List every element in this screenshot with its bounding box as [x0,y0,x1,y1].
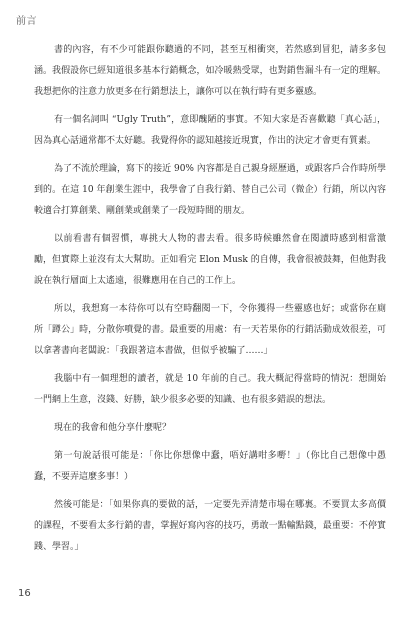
body-text [34,40,386,565]
paragraph: 為了不流於理論，寫下的接近 90% 內容都是自己親身經歷過，或跟客戶合作時所學到的。在這 10 年創業生涯中，我學會了自我行銷、替自己公司（微企）行銷，所以內容較適合打算創業、剛創業或創業了一段短時間的朋友。 [34,164,386,216]
page-number: 16 [18,588,31,599]
paragraph: 現在的我會和他分享什麼呢？ [54,423,172,433]
paragraph: 所以，我想寫一本待你可以有空時翻閱一下，令你獲得一些靈感也好；或當你在廁所「蹲公」時，分散你噴覺的書。最重要的用處：有一天若果你的行銷活動成效很差，可以拿著書向老闆說：「我跟著這本書做，但似乎被騙了……」 [34,304,386,356]
paragraph: 然後可能是：「如果你真的要做的話，一定要先弄清楚市場在哪裏。不要買太多高價的課程，不要看太多行銷的書，掌握好寫內容的技巧，勇敢一點輸點錢，最重要：不停實踐、學習。」 [34,500,386,552]
paragraph: 書的內容，有不少可能跟你聽過的不同，甚至互相衝突，若然感到冒犯，請多多包涵。我假設你已經知道很多基本行銷概念，如冷暖熱受眾，也對銷售漏斗有一定的理解。我想把你的注意力放更多在行銷想法上，讓你可以在執行時有更多靈感。 [34,45,386,97]
running-head: 前言 [16,16,37,27]
paragraph: 有一個名詞叫 “Ugly Truth”，意即醜陋的事實。不知大家是否喜歡聽「真心話」，因為真心話通常都不太好聽。我覺得你的認知越接近現實，作出的決定才會更有質素。 [34,115,386,146]
paragraph: 以前看書有個習慣，專挑大人物的書去看。很多時候雖然會在閱讀時感到相當激勵，但實際上並沒有太大幫助。正如看完 Elon Musk 的自傳，我會很被鼓舞，但他對我說在執行層面上太遙遠，很難應用在自己的工作上。 [34,234,386,286]
paragraph: 我腦中有一個理想的讀者，就是 10 年前的自己。我大概記得當時的情況：想開始一門網上生意，沒錢、好勝，缺少很多必要的知識、也有很多錯誤的想法。 [34,374,386,405]
paragraph: 第一句說話很可能是：「你比你想像中蠢，唔好講咁多嘢！」（你比自己想像中愚蠢，不要弄這麼多事！） [34,451,386,482]
